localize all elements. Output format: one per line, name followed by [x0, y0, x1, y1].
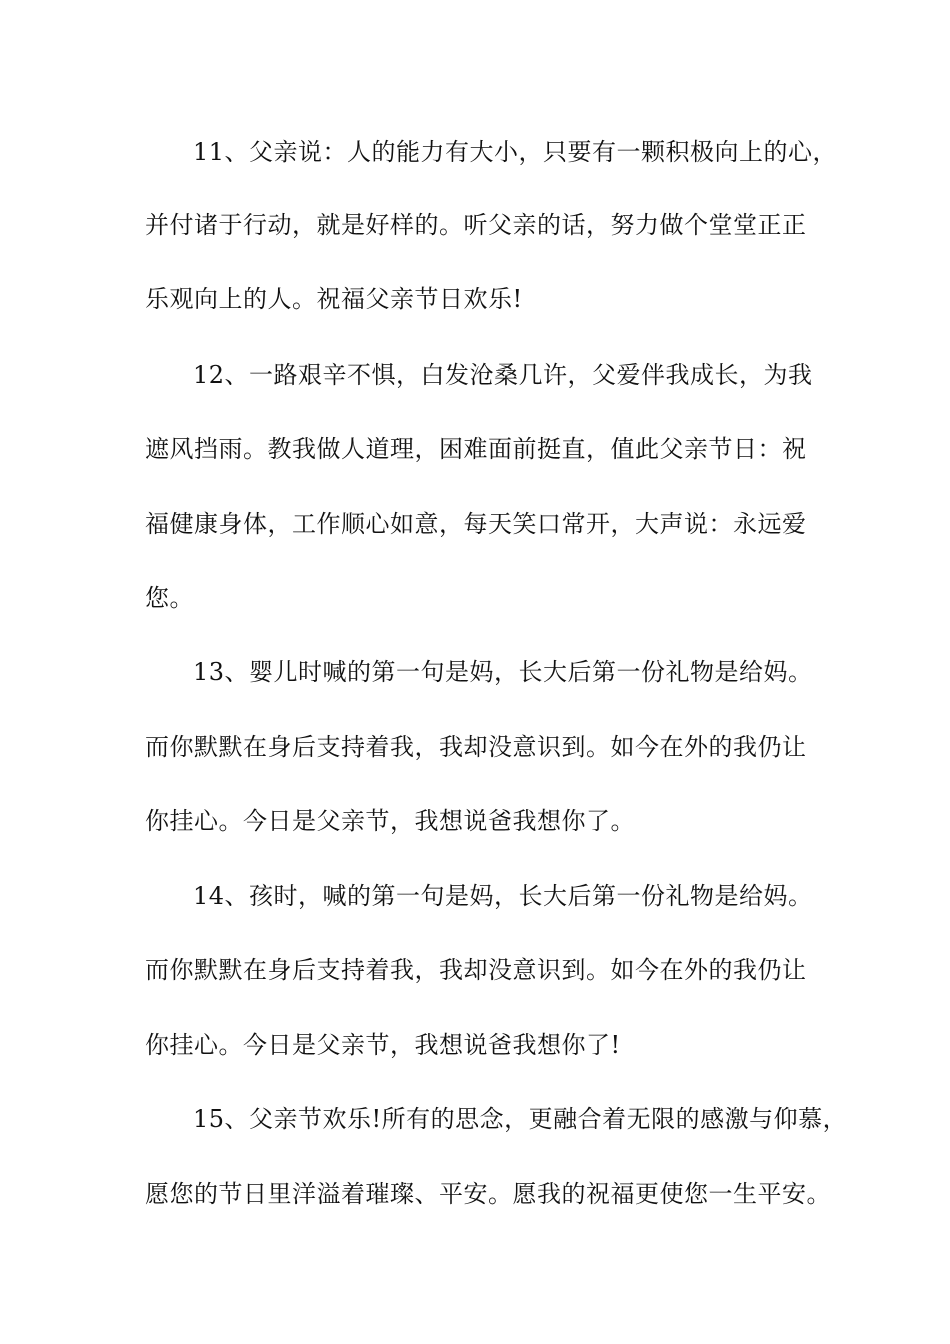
paragraph-12-line-4: 您。 [145, 584, 194, 612]
paragraph-13-line-2: 而你默默在身后支持着我，我却没意识到。如今在外的我仍让 [145, 733, 807, 761]
paragraph-15-line-2: 愿您的节日里洋溢着璀璨、平安。愿我的祝福更使您一生平安。 [145, 1180, 831, 1208]
paragraph-14-line-3: 你挂心。今日是父亲节，我想说爸我想你了! [145, 1031, 621, 1059]
paragraph-15-line-1: 15、父亲节欢乐!所有的思念，更融合着无限的感激与仰慕， [193, 1105, 848, 1133]
paragraph-14-line-1: 14、孩时，喊的第一句是妈，长大后第一份礼物是给妈。 [193, 882, 813, 910]
paragraph-14-line-2: 而你默默在身后支持着我，我却没意识到。如今在外的我仍让 [145, 956, 807, 984]
paragraph-11-line-3: 乐观向上的人。祝福父亲节日欢乐! [145, 285, 523, 313]
paragraph-12-line-1: 12、一路艰辛不惧，白发沧桑几许，父爱伴我成长，为我 [193, 361, 813, 389]
paragraph-11-line-1: 11、父亲说：人的能力有大小，只要有一颗积极向上的心， [193, 138, 838, 166]
paragraph-13-line-1: 13、婴儿时喊的第一句是妈，长大后第一份礼物是给妈。 [193, 658, 813, 686]
paragraph-12-line-3: 福健康身体，工作顺心如意，每天笑口常开，大声说：永远爱 [145, 510, 807, 538]
paragraph-13-line-3: 你挂心。今日是父亲节，我想说爸我想你了。 [145, 807, 635, 835]
paragraph-12-line-2: 遮风挡雨。教我做人道理，困难面前挺直，值此父亲节日：祝 [145, 435, 807, 463]
paragraph-11-line-2: 并付诸于行动，就是好样的。听父亲的话，努力做个堂堂正正 [145, 211, 807, 239]
